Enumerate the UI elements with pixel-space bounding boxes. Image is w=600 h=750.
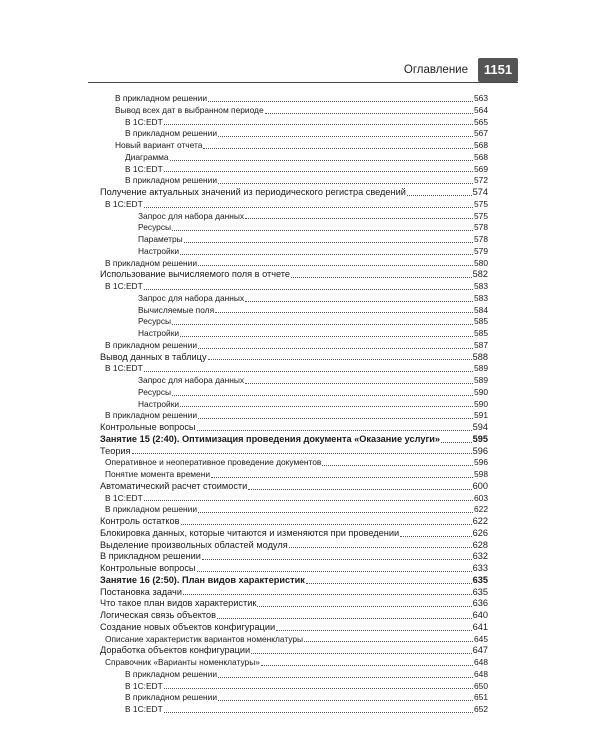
toc-entry bbox=[100, 281, 488, 293]
toc-entry-page: 633 bbox=[472, 563, 488, 573]
toc-entry bbox=[100, 328, 488, 340]
toc-entry bbox=[100, 234, 488, 246]
toc-entry bbox=[100, 128, 488, 140]
toc-entry-title: Описание характеристик вариантов номенклатуры bbox=[105, 633, 304, 644]
toc-entry bbox=[100, 469, 488, 481]
dot-leader bbox=[181, 523, 472, 525]
toc-chapter-entry bbox=[100, 434, 488, 446]
toc-entry-title: Логическая связь объектов bbox=[100, 610, 217, 620]
toc-entry bbox=[100, 587, 488, 599]
toc-entry-page: 600 bbox=[472, 480, 488, 491]
dot-leader bbox=[164, 170, 473, 172]
dot-leader bbox=[202, 558, 472, 560]
toc-entry-page: 641 bbox=[472, 621, 488, 632]
toc-entry-title: Создание новых объектов конфигурации bbox=[100, 621, 276, 632]
toc-entry-page: 565 bbox=[474, 116, 488, 127]
dot-leader bbox=[208, 100, 473, 102]
toc-entry bbox=[100, 187, 488, 199]
toc-entry-page: 648 bbox=[474, 657, 488, 667]
toc-entry bbox=[100, 634, 488, 646]
toc-entry bbox=[100, 504, 488, 516]
toc-entry-page: 567 bbox=[474, 128, 488, 139]
toc-entry bbox=[100, 93, 488, 105]
toc-entry-page: 632 bbox=[472, 551, 488, 562]
toc-entry-title: В 1С:EDT bbox=[125, 680, 163, 691]
toc-entry-page: 585 bbox=[474, 316, 488, 327]
toc-entry-page: 598 bbox=[474, 469, 488, 479]
toc-entry-page: 635 bbox=[472, 574, 488, 585]
dot-leader bbox=[197, 570, 472, 572]
dot-leader bbox=[261, 664, 473, 666]
toc-entry bbox=[100, 422, 488, 434]
toc-entry bbox=[100, 551, 488, 563]
toc-entry-page: 603 bbox=[474, 492, 488, 503]
toc-entry-title: В прикладном решении bbox=[105, 257, 198, 268]
toc-entry-title: В прикладном решении bbox=[125, 668, 218, 679]
toc-entry-page: 587 bbox=[474, 339, 488, 350]
dot-leader bbox=[164, 711, 473, 713]
dot-leader bbox=[144, 206, 473, 208]
dot-leader bbox=[172, 229, 473, 231]
toc-entry bbox=[100, 352, 488, 364]
dot-leader bbox=[245, 382, 473, 384]
toc-entry bbox=[100, 681, 488, 693]
toc-entry-title: В прикладном решении bbox=[125, 128, 218, 139]
toc-entry bbox=[100, 481, 488, 493]
toc-entry-page: 582 bbox=[472, 269, 488, 280]
toc-entry-page: 650 bbox=[474, 680, 488, 691]
dot-leader bbox=[203, 147, 473, 149]
toc-entry-title: В прикладном решении bbox=[115, 93, 208, 103]
toc-entry-title: Вычисляемые поля bbox=[138, 304, 215, 315]
dot-leader bbox=[322, 464, 473, 466]
dot-leader bbox=[245, 300, 473, 302]
toc-entry-title: Настройки bbox=[138, 328, 180, 338]
toc-entry bbox=[100, 692, 488, 704]
toc-entry bbox=[100, 105, 488, 117]
dot-leader bbox=[304, 640, 473, 642]
toc-entry-title: Выделение произвольных областей модуля bbox=[100, 539, 288, 550]
toc-entry-page: 640 bbox=[472, 610, 488, 620]
toc-entry bbox=[100, 269, 488, 281]
toc-entry-title: В прикладном решении bbox=[125, 692, 218, 703]
dot-leader bbox=[184, 241, 473, 243]
toc-entry bbox=[100, 117, 488, 129]
toc-entry-page: 568 bbox=[474, 140, 488, 150]
toc-entry bbox=[100, 246, 488, 258]
toc-entry-title: Теория bbox=[100, 445, 131, 456]
dot-leader bbox=[183, 593, 472, 595]
toc-entry-page: 596 bbox=[472, 445, 488, 456]
dot-leader bbox=[208, 358, 472, 360]
toc-entry-title: В прикладном решении bbox=[105, 339, 198, 350]
toc-entry-page: 622 bbox=[474, 504, 488, 515]
toc-entry-page: 564 bbox=[474, 104, 488, 115]
toc-entry-title: Занятие 16 (2:50). План видов характеристик bbox=[100, 574, 305, 585]
toc-entry-page: 590 bbox=[474, 398, 488, 409]
dot-leader bbox=[211, 476, 473, 478]
toc-chapter-entry bbox=[100, 575, 488, 587]
dot-leader bbox=[251, 652, 471, 654]
toc-entry-title: Ресурсы bbox=[138, 316, 172, 327]
toc-entry-page: 574 bbox=[472, 187, 488, 197]
toc-entry bbox=[100, 152, 488, 164]
dot-leader bbox=[172, 323, 473, 325]
dot-leader bbox=[218, 135, 473, 137]
toc-entry bbox=[100, 222, 488, 234]
toc-entry-title: В прикладном решении bbox=[100, 551, 201, 562]
toc-entry-page: 580 bbox=[474, 257, 488, 268]
toc-entry bbox=[100, 446, 488, 458]
dot-leader bbox=[198, 511, 473, 513]
table-of-contents bbox=[100, 93, 488, 716]
toc-entry-title: Автоматический расчет стоимости bbox=[100, 480, 248, 491]
toc-entry-page: 590 bbox=[474, 386, 488, 397]
toc-entry-title: В прикладном решении bbox=[125, 175, 218, 186]
toc-entry-title: Контроль остатков bbox=[100, 516, 180, 526]
toc-entry-page: 591 bbox=[474, 410, 488, 421]
toc-entry-page: 594 bbox=[472, 422, 488, 432]
toc-entry-title: Вывод данных в таблицу bbox=[100, 351, 207, 362]
toc-entry bbox=[100, 540, 488, 552]
dot-leader bbox=[170, 159, 473, 161]
toc-entry-page: 578 bbox=[474, 234, 488, 244]
toc-entry bbox=[100, 340, 488, 352]
toc-entry-title: Запрос для набора данных bbox=[138, 292, 245, 303]
toc-entry-title: В прикладном решении bbox=[105, 410, 198, 421]
dot-leader bbox=[180, 335, 473, 337]
toc-entry-title: В прикладном решении bbox=[105, 504, 198, 515]
toc-entry-title: Постановка задачи bbox=[100, 586, 182, 597]
dot-leader bbox=[164, 123, 473, 125]
toc-entry bbox=[100, 387, 488, 399]
toc-entry-page: 636 bbox=[472, 598, 488, 609]
toc-entry-page: 575 bbox=[474, 210, 488, 221]
toc-entry bbox=[100, 305, 488, 317]
header-title: Оглавление bbox=[403, 64, 468, 76]
toc-entry-title: Справочник «Варианты номенклатуры» bbox=[105, 657, 260, 667]
toc-entry-title: Оперативное и неоперативное проведение документов bbox=[105, 457, 322, 468]
toc-entry bbox=[100, 211, 488, 223]
toc-entry-page: 626 bbox=[472, 527, 488, 538]
toc-entry-title: Запрос для набора данных bbox=[138, 210, 245, 221]
dot-leader bbox=[218, 676, 473, 678]
toc-entry-page: 628 bbox=[472, 539, 488, 550]
toc-entry bbox=[100, 175, 488, 187]
toc-entry-page: 585 bbox=[474, 328, 488, 338]
toc-entry bbox=[100, 199, 488, 211]
dot-leader bbox=[197, 429, 472, 431]
toc-entry-title: Ресурсы bbox=[138, 386, 172, 397]
toc-entry bbox=[100, 598, 488, 610]
toc-entry-title: Новый вариант отчета bbox=[115, 140, 203, 150]
toc-entry-title: В 1С:EDT bbox=[105, 492, 143, 503]
dot-leader bbox=[407, 194, 472, 196]
toc-entry-page: 572 bbox=[474, 175, 488, 186]
dot-leader bbox=[144, 499, 473, 501]
toc-entry-title: В 1С:EDT bbox=[105, 363, 143, 374]
toc-entry bbox=[100, 164, 488, 176]
dot-leader bbox=[144, 288, 473, 290]
toc-entry bbox=[100, 258, 488, 270]
dot-leader bbox=[306, 582, 472, 584]
toc-entry-page: 583 bbox=[474, 292, 488, 303]
toc-entry-page: 588 bbox=[472, 351, 488, 362]
toc-entry-title: Настройки bbox=[138, 245, 180, 256]
toc-entry-title: Блокировка данных, которые читаются и изменяются при проведении bbox=[100, 527, 400, 538]
toc-entry-page: 584 bbox=[474, 304, 488, 315]
dot-leader bbox=[164, 687, 473, 689]
toc-entry bbox=[100, 563, 488, 575]
toc-entry-title: Контрольные вопросы bbox=[100, 563, 196, 573]
toc-entry bbox=[100, 622, 488, 634]
toc-entry bbox=[100, 457, 488, 469]
toc-entry bbox=[100, 410, 488, 422]
toc-entry-title: В 1С:EDT bbox=[125, 163, 163, 174]
dot-leader bbox=[132, 452, 472, 454]
dot-leader bbox=[400, 535, 472, 537]
dot-leader bbox=[441, 441, 472, 443]
toc-entry-page: 569 bbox=[474, 163, 488, 174]
toc-entry-page: 635 bbox=[472, 586, 488, 597]
toc-entry-page: 563 bbox=[474, 93, 488, 103]
toc-entry-page: 651 bbox=[474, 692, 488, 703]
dot-leader bbox=[248, 488, 471, 490]
dot-leader bbox=[180, 253, 473, 255]
toc-entry-title: Использование вычисляемого поля в отчете bbox=[100, 269, 291, 280]
toc-entry-title: В 1С:EDT bbox=[105, 198, 143, 209]
toc-entry-page: 583 bbox=[474, 281, 488, 291]
toc-entry-page: 622 bbox=[472, 516, 488, 526]
toc-entry bbox=[100, 316, 488, 328]
toc-entry-title: В 1С:EDT bbox=[125, 116, 163, 127]
toc-entry-page: 652 bbox=[474, 704, 488, 714]
toc-entry-page: 596 bbox=[474, 457, 488, 468]
toc-entry-page: 589 bbox=[474, 375, 488, 385]
toc-entry-title: Понятие момента времени bbox=[105, 469, 211, 479]
toc-entry-title: В 1С:EDT bbox=[105, 281, 143, 291]
toc-entry bbox=[100, 645, 488, 657]
toc-entry-page: 647 bbox=[472, 645, 488, 656]
dot-leader bbox=[144, 370, 473, 372]
toc-entry bbox=[100, 375, 488, 387]
toc-entry-page: 575 bbox=[474, 198, 488, 209]
toc-entry-page: 595 bbox=[472, 433, 488, 444]
toc-entry-title: Доработка объектов конфигурации bbox=[100, 645, 251, 656]
toc-entry bbox=[100, 704, 488, 716]
toc-entry-title: Диаграмма bbox=[125, 151, 169, 162]
toc-entry-title: Запрос для набора данных bbox=[138, 375, 245, 385]
toc-entry-title: В 1С:EDT bbox=[125, 704, 163, 714]
toc-entry-title: Настройки bbox=[138, 398, 180, 409]
toc-entry-page: 589 bbox=[474, 363, 488, 374]
toc-entry bbox=[100, 669, 488, 681]
dot-leader bbox=[218, 699, 473, 701]
toc-entry-title: Контрольные вопросы bbox=[100, 422, 196, 432]
dot-leader bbox=[198, 347, 473, 349]
toc-entry-title: Ресурсы bbox=[138, 222, 172, 233]
toc-entry-title: Вывод всех дат в выбранном периоде bbox=[115, 104, 264, 115]
toc-entry bbox=[100, 657, 488, 669]
dot-leader bbox=[172, 394, 473, 396]
dot-leader bbox=[215, 311, 473, 313]
toc-entry bbox=[100, 528, 488, 540]
dot-leader bbox=[245, 217, 473, 219]
dot-leader bbox=[217, 617, 472, 619]
toc-entry-page: 568 bbox=[474, 151, 488, 162]
dot-leader bbox=[291, 276, 472, 278]
toc-entry bbox=[100, 610, 488, 622]
toc-entry bbox=[100, 516, 488, 528]
dot-leader bbox=[180, 405, 473, 407]
toc-entry bbox=[100, 140, 488, 152]
dot-leader bbox=[265, 112, 473, 114]
toc-entry-page: 648 bbox=[474, 668, 488, 679]
page-number-badge: 1151 bbox=[478, 58, 518, 82]
toc-entry-title: Получение актуальных значений из периодического регистра сведений bbox=[100, 187, 406, 197]
toc-entry-page: 645 bbox=[474, 633, 488, 644]
dot-leader bbox=[257, 605, 471, 607]
toc-entry-title: Параметры bbox=[138, 234, 183, 244]
dot-leader bbox=[289, 546, 472, 548]
toc-entry bbox=[100, 493, 488, 505]
toc-entry bbox=[100, 399, 488, 411]
toc-entry bbox=[100, 363, 488, 375]
toc-entry-page: 578 bbox=[474, 222, 488, 233]
toc-entry-page: 579 bbox=[474, 245, 488, 256]
toc-entry-title: Занятие 15 (2:40). Оптимизация проведения документа «Оказание услуги» bbox=[100, 433, 441, 444]
dot-leader bbox=[218, 182, 473, 184]
page-header bbox=[88, 58, 518, 83]
toc-entry-title: Что такое план видов характеристик bbox=[100, 598, 257, 609]
dot-leader bbox=[198, 264, 473, 266]
dot-leader bbox=[276, 629, 472, 631]
dot-leader bbox=[198, 417, 473, 419]
toc-entry bbox=[100, 293, 488, 305]
